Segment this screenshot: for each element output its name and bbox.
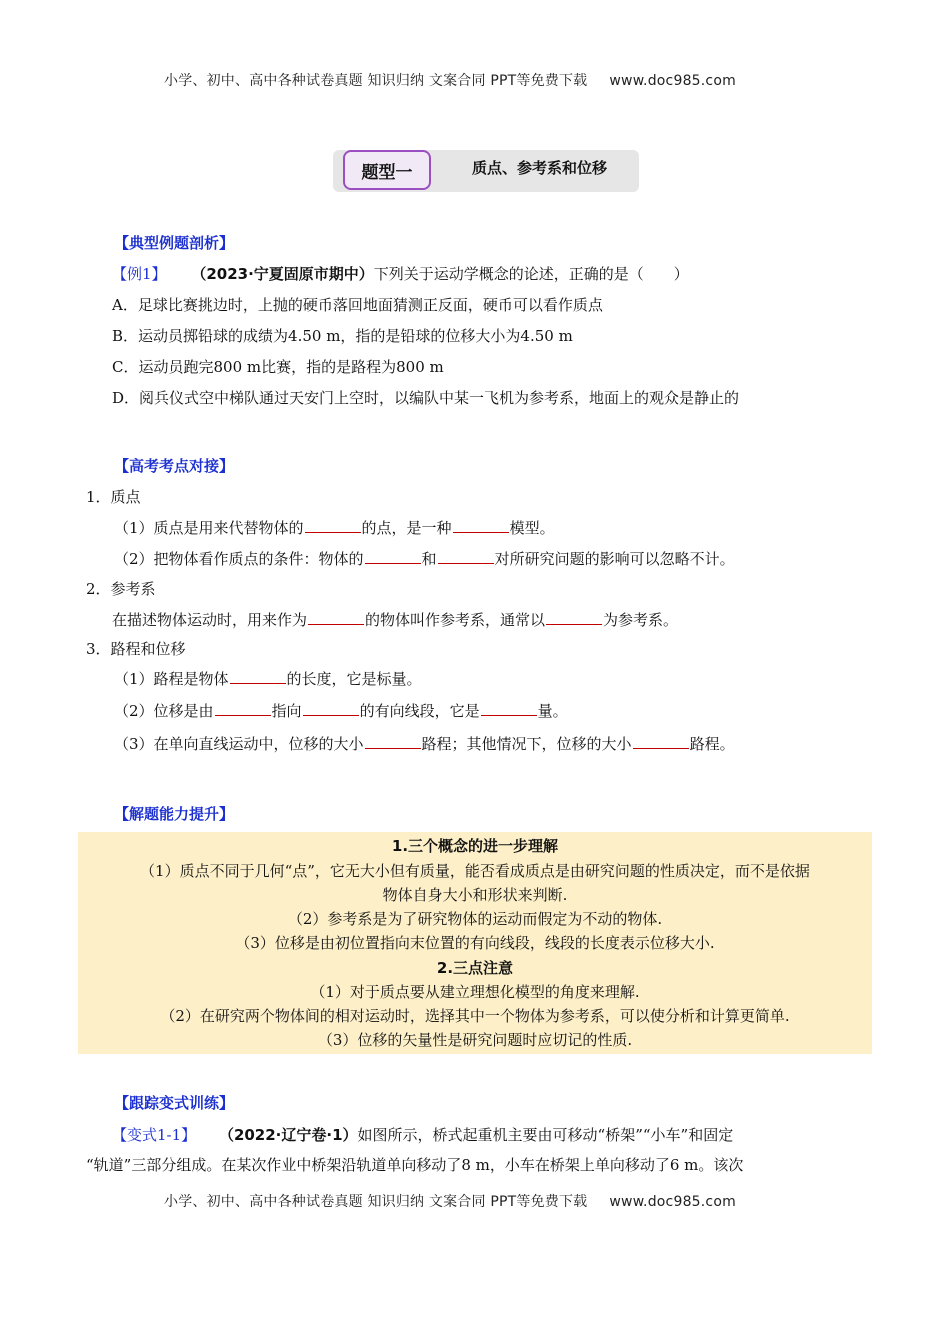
kp-line-1-a: （1）质点是用来代替物体的: [114, 519, 304, 537]
title-text: 质点、参考系和位移: [472, 159, 608, 177]
kp-line-5-c: 的有向线段，它是: [359, 702, 480, 720]
kp-line-3: [112, 609, 678, 630]
tips-title-2: 2.三点注意: [436, 959, 514, 977]
tips-box: [78, 832, 872, 1054]
page-footer: [164, 1191, 736, 1211]
blank[interactable]: [365, 548, 421, 564]
variant-1-line-1: [112, 1124, 733, 1145]
kp-line-4-b: 的长度，它是标量。: [286, 670, 422, 688]
option-a: A．足球比赛挑边时，上抛的硬币落回地面猜测正反面，硬币可以看作质点: [112, 296, 603, 314]
title-label: 题型一: [361, 162, 413, 183]
kp-line-3-a: 在描述物体运动时，用来作为: [112, 611, 308, 629]
section-heading-skills: 【解题能力提升】: [114, 805, 235, 823]
blank[interactable]: [303, 700, 359, 716]
header-url[interactable]: www.doc985.com: [609, 73, 736, 89]
blank[interactable]: [215, 700, 271, 716]
variant-1-text-1: 如图所示，桥式起重机主要由可移动“桥架”“小车”和固定: [357, 1126, 734, 1144]
tips-p1-cont: 物体自身大小和形状来判断.: [382, 886, 568, 904]
kp-line-5: [114, 700, 568, 721]
variant-1-tag: 【变式1-1】: [112, 1126, 197, 1144]
kp-heading-3: 3．路程和位移: [86, 640, 186, 658]
tips-p2: （2）参考系是为了研究物体的运动而假定为不动的物体.: [287, 910, 663, 928]
blank[interactable]: [481, 700, 537, 716]
tips-q2: （2）在研究两个物体间的相对运动时，选择其中一个物体为参考系，可以使分析和计算更简单.: [160, 1007, 790, 1025]
kp-line-2-b: 和: [421, 550, 437, 568]
example-1-question: 下列关于运动学概念的论述，正确的是（ ）: [373, 265, 689, 283]
kp-line-6-b: 路程；其他情况下，位移的大小: [421, 735, 632, 753]
blank[interactable]: [633, 733, 689, 749]
blank[interactable]: [365, 733, 421, 749]
blank[interactable]: [308, 609, 364, 625]
kp-line-1: [114, 517, 555, 538]
kp-line-1-c: 模型。: [509, 519, 555, 537]
example-1-tag: 【例1】: [112, 265, 167, 283]
kp-line-2-c: 对所研究问题的影响可以忽略不计。: [494, 550, 735, 568]
kp-heading-2: 2．参考系: [86, 580, 156, 598]
footer-text: 小学、初中、高中各种试卷真题 知识归纳 文案合同 PPT等免费下载: [164, 1194, 588, 1210]
blank[interactable]: [230, 668, 286, 684]
kp-line-3-b: 的物体叫作参考系，通常以: [365, 611, 546, 629]
kp-heading-1: 1．质点: [86, 488, 141, 506]
kp-line-5-b: 指向: [271, 702, 302, 720]
tips-title-1: 1.三个概念的进一步理解: [391, 837, 559, 855]
option-d: D．阅兵仪式空中梯队通过天安门上空时，以编队中某一飞机为参考系，地面上的观众是静止的: [112, 389, 740, 407]
example-1-source: （2023·宁夏固原市期中）: [191, 265, 374, 283]
example-1-stem: [112, 263, 689, 284]
variant-1-text-2: “轨道”三部分组成。在某次作业中桥架沿轨道单向移动了8 m，小车在桥架上单向移动了6 m。该次: [86, 1156, 744, 1174]
kp-line-6: [114, 733, 735, 754]
tips-q3: （3）位移的矢量性是研究问题时应切记的性质.: [317, 1031, 633, 1049]
kp-line-1-b: 的点，是一种: [361, 519, 452, 537]
blank[interactable]: [546, 609, 602, 625]
blank[interactable]: [438, 548, 494, 564]
kp-line-6-c: 路程。: [689, 735, 735, 753]
title-label-box: [343, 150, 431, 190]
tips-q1: （1）对于质点要从建立理想化模型的角度来理解.: [310, 983, 640, 1001]
footer-url[interactable]: www.doc985.com: [609, 1194, 736, 1210]
option-b: B．运动员掷铅球的成绩为4.50 m，指的是铅球的位移大小为4.50 m: [112, 327, 573, 345]
kp-line-2-a: （2）把物体看作质点的条件：物体的: [114, 550, 364, 568]
kp-line-4: [114, 668, 422, 689]
variant-1-source: （2022·辽宁卷·1）: [218, 1126, 358, 1144]
kp-line-4-a: （1）路程是物体: [114, 670, 229, 688]
section-heading-examples: 【典型例题剖析】: [114, 234, 235, 252]
kp-line-6-a: （3）在单向直线运动中，位移的大小: [114, 735, 364, 753]
blank[interactable]: [305, 517, 361, 533]
kp-line-3-c: 为参考系。: [603, 611, 679, 629]
header-text: 小学、初中、高中各种试卷真题 知识归纳 文案合同 PPT等免费下载: [164, 73, 588, 89]
section-heading-practice: 【跟踪变式训练】: [114, 1094, 235, 1112]
kp-line-2: [114, 548, 735, 569]
tips-p1: （1）质点不同于几何“点”，它无大小但有质量，能否看成质点是由研究问题的性质决定，而不是依据: [140, 862, 810, 880]
kp-line-5-d: 量。: [537, 702, 568, 720]
tips-p3: （3）位移是由初位置指向末位置的有向线段，线段的长度表示位移大小.: [235, 934, 715, 952]
section-heading-key-points: 【高考考点对接】: [114, 457, 235, 475]
blank[interactable]: [453, 517, 509, 533]
kp-line-5-a: （2）位移是由: [114, 702, 214, 720]
page-header: [164, 70, 736, 90]
option-c: C．运动员跑完800 m比赛，指的是路程为800 m: [112, 358, 444, 376]
